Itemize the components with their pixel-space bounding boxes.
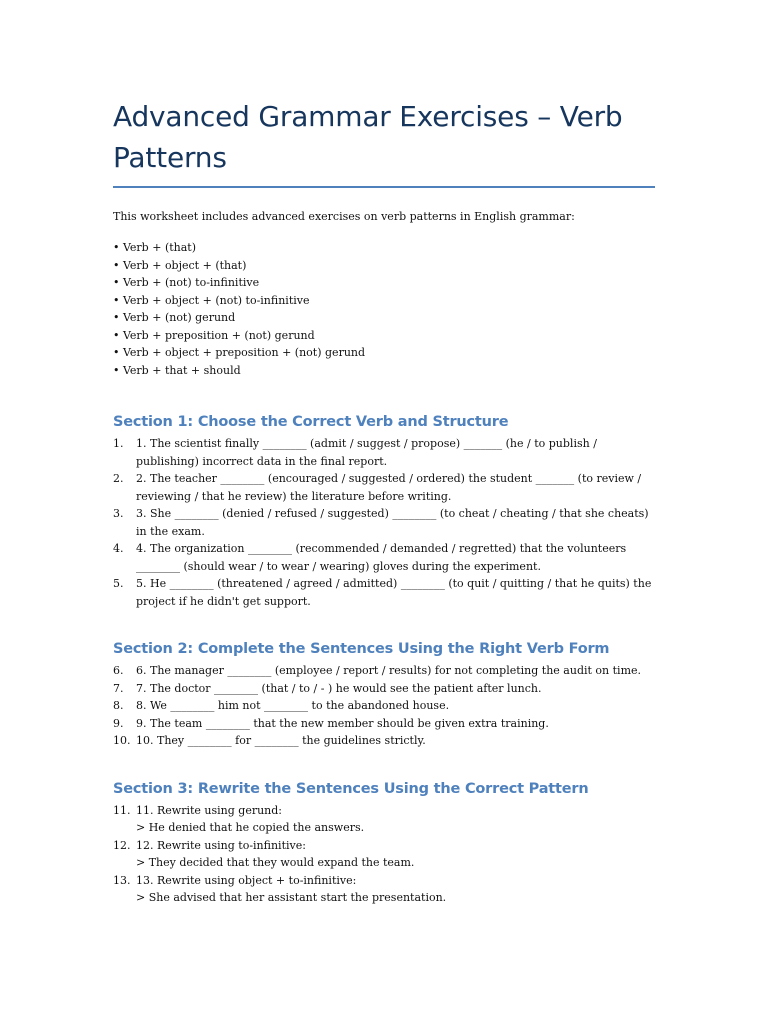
item-text: 10. They ________ for ________ the guidelines strictly. [136, 734, 426, 747]
item-prompt-sentence: > She advised that her assistant start the presentation. [136, 891, 447, 904]
section-3-list [113, 802, 655, 907]
pattern-item: • Verb + (that) [113, 241, 197, 254]
item-text: 9. The team ________ that the new member should be given extra training. [136, 716, 549, 730]
item-text: 12. Rewrite using to-infinitive: [136, 838, 306, 852]
item-number: 10. [113, 734, 131, 747]
item-text: 1. The scientist finally ________ (admit / suggest / propose) _______ (he / to publish / publishing) incorrect data in the final report. [136, 437, 597, 468]
exercise-item [113, 680, 655, 698]
item-text: 3. She ________ (denied / refused / suggested) ________ (to cheat / cheating / that she cheats) in the exam. [136, 507, 649, 538]
item-number: 8. [113, 699, 124, 712]
item-number: 4. [113, 542, 124, 555]
pattern-item: • Verb + that + should [113, 363, 241, 377]
exercise-item [113, 837, 655, 872]
exercise-item [113, 505, 655, 540]
section-2-heading: Section 2: Complete the Sentences Using the Right Verb Form [113, 641, 610, 657]
exercise-item [113, 697, 655, 715]
item-number: 11. [113, 803, 131, 817]
exercise-item [113, 802, 655, 837]
exercise-item [113, 715, 655, 733]
exercise-item [113, 575, 655, 610]
item-number: 12. [113, 838, 131, 852]
item-text: 4. The organization ________ (recommended / demanded / regretted) that the volunteers ________ (should wear / to wear / wearing) gloves during the experiment. [136, 542, 627, 573]
exercise-item [113, 872, 655, 907]
item-text: 11. Rewrite using gerund: [136, 803, 282, 817]
document-title: Advanced Grammar Exercises – Verb Patterns [113, 100, 623, 174]
section-3-heading: Section 3: Rewrite the Sentences Using the Correct Pattern [113, 780, 589, 797]
exercise-item [113, 732, 655, 750]
exercise-item [113, 470, 655, 505]
exercise-item [113, 662, 655, 680]
intro-paragraph: This worksheet includes advanced exercises on verb patterns in English grammar: [113, 210, 575, 223]
item-number: 1. [113, 437, 124, 450]
pattern-item: • Verb + object + (that) [113, 258, 247, 272]
item-number: 6. [113, 664, 124, 677]
item-text: 8. We ________ him not ________ to the abandoned house. [136, 699, 450, 712]
section-1-list [113, 435, 655, 610]
item-text: 7. The doctor ________ (that / to / - ) he would see the patient after lunch. [136, 681, 542, 695]
item-number: 7. [113, 681, 124, 695]
item-number: 2. [113, 472, 124, 485]
pattern-item: • Verb + object + (not) to-infinitive [113, 293, 310, 307]
exercise-item [113, 540, 655, 575]
verb-pattern-list [113, 239, 655, 379]
section-1-heading: Section 1: Choose the Correct Verb and Structure [113, 414, 509, 430]
document-page [113, 96, 655, 907]
item-text: 2. The teacher ________ (encouraged / suggested / ordered) the student _______ (to review / reviewing / that he review) the literature before writing. [136, 472, 642, 503]
title-underline [113, 186, 655, 188]
pattern-item: • Verb + preposition + (not) gerund [113, 328, 315, 342]
item-number: 5. [113, 577, 124, 590]
item-prompt-sentence: > They decided that they would expand the team. [136, 856, 415, 869]
item-text: 5. He ________ (threatened / agreed / admitted) ________ (to quit / quitting / that he quits) the project if he didn't get support. [136, 577, 652, 608]
item-text: 6. The manager ________ (employee / report / results) for not completing the audit on time. [136, 664, 642, 677]
item-number: 13. [113, 873, 131, 887]
pattern-item: • Verb + (not) to-infinitive [113, 276, 260, 289]
item-prompt-sentence: > He denied that he copied the answers. [136, 821, 365, 834]
pattern-item: • Verb + (not) gerund [113, 311, 236, 324]
item-text: 13. Rewrite using object + to-infinitive: [136, 873, 357, 887]
exercise-item [113, 435, 655, 470]
section-2-list [113, 662, 655, 750]
item-number: 3. [113, 507, 124, 520]
pattern-item: • Verb + object + preposition + (not) gerund [113, 346, 366, 359]
item-number: 9. [113, 716, 124, 730]
